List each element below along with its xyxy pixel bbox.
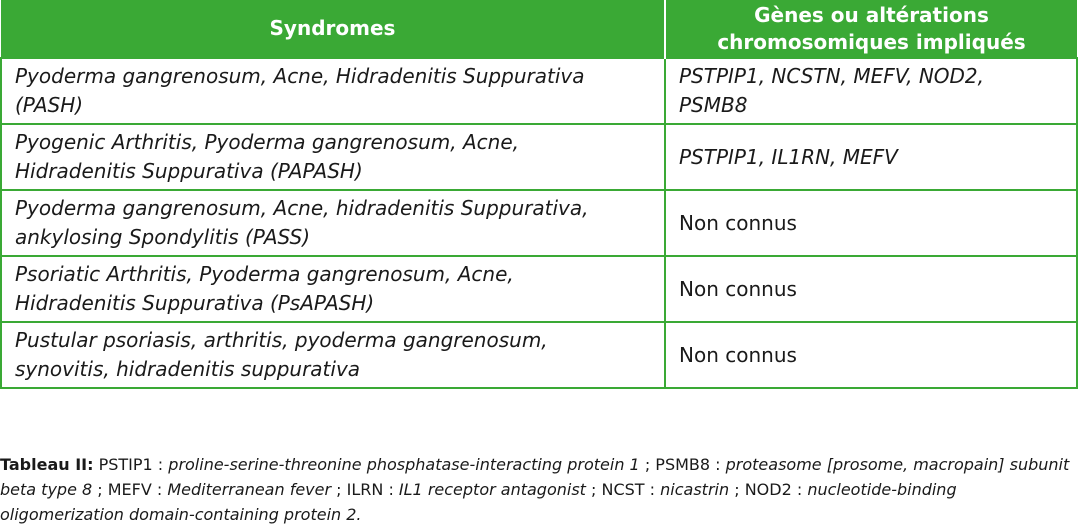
syndrome-line1: Pyoderma gangrenosum, Acne, hidradenitis Suppurativa, <box>15 196 589 220</box>
table-header-row <box>1 0 1077 58</box>
genes-line1: Non connus <box>679 342 797 367</box>
table-row <box>1 322 1077 388</box>
table-row <box>1 256 1077 322</box>
genes-cell <box>665 190 1077 256</box>
syndrome-line2: Hidradenitis Suppurativa (PsAPASH) <box>15 291 375 315</box>
table-row <box>1 190 1077 256</box>
caption-text: ; MEFV : <box>92 480 168 499</box>
syndrome-line2: synovitis, hidradenitis suppurativa <box>15 357 361 381</box>
table-row <box>1 124 1077 190</box>
caption-text: ; ILRN : <box>331 480 399 499</box>
caption-italic: IL1 receptor antagonist <box>398 480 586 499</box>
header-genes-line1: Gènes ou altérations <box>754 2 989 27</box>
caption-italic: proline-serine-threonine phosphatase-interacting protein 1 <box>168 455 640 474</box>
genes-line2: PSMB8 <box>679 93 748 117</box>
header-genes-line2: chromosomiques impliqués <box>717 29 1026 54</box>
genes-cell <box>665 58 1077 124</box>
caption-italic: proteasome [prosome, macropain] subunit beta type 8 <box>0 455 1070 499</box>
genes-line1: PSTPIP1, NCSTN, MEFV, NOD2, <box>679 64 984 88</box>
caption-text: ; NCST : <box>585 480 661 499</box>
syndrome-line1: Pyoderma gangrenosum, Acne, Hidradenitis Suppurativa <box>15 64 585 88</box>
caption-italic: nucleotide-binding oligomerization domain-containing protein 2. <box>0 480 957 524</box>
caption-text: ; <box>729 480 740 499</box>
syndrome-cell <box>1 58 665 124</box>
syndrome-line2: (PASH) <box>15 93 84 117</box>
syndrome-line1: Psoriatic Arthritis, Pyoderma gangrenosum, Acne, <box>15 262 514 286</box>
syndrome-line1: Pustular psoriasis, arthritis, pyoderma gangrenosum, <box>15 328 548 352</box>
syndrome-cell <box>1 256 665 322</box>
syndrome-cell <box>1 190 665 256</box>
table-row <box>1 58 1077 124</box>
caption-text: PSTIP1 : <box>98 455 169 474</box>
genes-cell <box>665 322 1077 388</box>
caption-label: Tableau II: <box>0 455 94 474</box>
genes-line1: PSTPIP1, IL1RN, MEFV <box>679 144 898 169</box>
genes-cell <box>665 124 1077 190</box>
genes-line1: Non connus <box>679 210 797 235</box>
syndrome-line1: Pyogenic Arthritis, Pyoderma gangrenosum, Acne, <box>15 130 519 154</box>
syndrome-cell <box>1 124 665 190</box>
genes-cell <box>665 256 1077 322</box>
syndrome-line2: Hidradenitis Suppurativa (PAPASH) <box>15 159 363 183</box>
caption-text: ; PSMB8 : <box>639 455 726 474</box>
genes-line1: Non connus <box>679 276 797 301</box>
syndrome-line2: ankylosing Spondylitis (PASS) <box>15 225 310 249</box>
header-syndromes-label: Syndromes <box>269 16 396 40</box>
caption-text: NOD2 : <box>744 480 808 499</box>
header-syndromes <box>1 0 665 58</box>
syndrome-cell <box>1 322 665 388</box>
caption-italic: nicastrin <box>660 480 730 499</box>
header-genes <box>665 0 1077 58</box>
caption-italic: Mediterranean fever <box>167 480 332 499</box>
